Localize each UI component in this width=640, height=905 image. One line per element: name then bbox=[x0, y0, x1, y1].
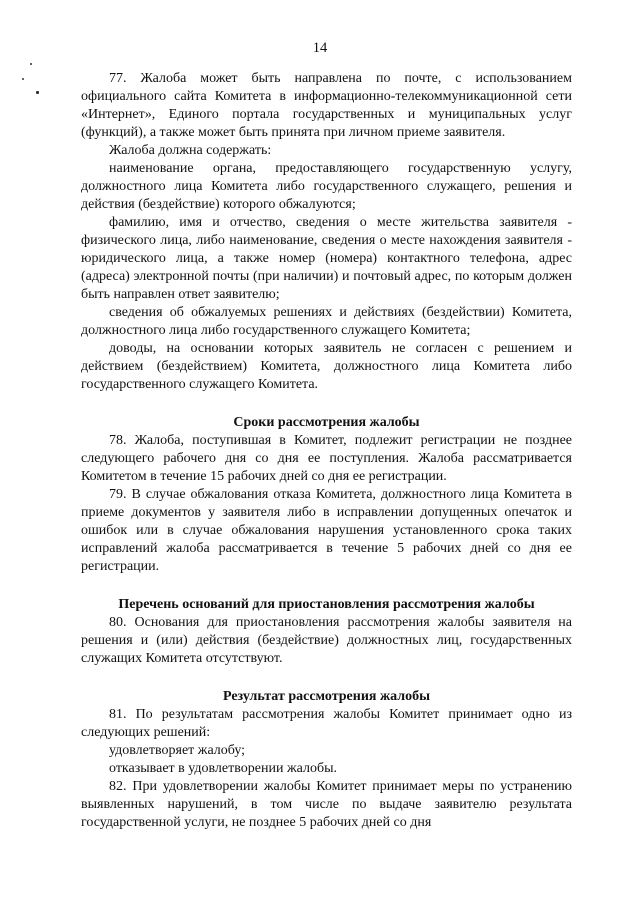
paragraph: 79. В случае обжалования отказа Комитета, должностного лица Комитета в приеме документов у заявителя либо в исправлении допущенных опечаток и ошибок или в случае обжалования нарушения установленного срока таких исправлений жалоба рассматривается в течение 5 рабочих дней со дня ее регистрации. bbox=[81, 487, 572, 574]
paragraph: отказывает в удовлетворении жалобы. bbox=[109, 761, 337, 776]
section-heading: Сроки рассмотрения жалобы bbox=[233, 415, 420, 430]
scan-mark bbox=[36, 91, 39, 94]
paragraph: 78. Жалоба, поступившая в Комитет, подлежит регистрации не позднее следующего рабочего дня со дня ее поступления. Жалоба рассматривается Комитетом в течение 15 рабочих дней со дня ее регистрации. bbox=[81, 433, 572, 484]
paragraph: 81. По результатам рассмотрения жалобы Комитет принимает одно из следующих решений: bbox=[81, 707, 572, 740]
paragraph: 82. При удовлетворении жалобы Комитет принимает меры по устранению выявленных нарушений, в том числе по выдаче заявителю результата государственной услуги, не позднее 5 рабочих дней со дня bbox=[81, 779, 572, 830]
document-body bbox=[81, 70, 572, 832]
scan-mark bbox=[22, 78, 24, 80]
scan-mark bbox=[30, 63, 32, 65]
section-suspension-grounds bbox=[81, 596, 572, 668]
section-heading: Результат рассмотрения жалобы bbox=[222, 689, 431, 704]
section-complaint-submission bbox=[81, 70, 572, 394]
section-review-result bbox=[81, 688, 572, 832]
paragraph: удовлетворяет жалобу; bbox=[109, 743, 246, 758]
paragraph: 80. Основания для приостановления рассмотрения жалобы заявителя на решения и (или) действия (бездействие) должностных лиц, государственных служащих Комитета отсутствуют. bbox=[81, 615, 572, 666]
paragraph: Жалоба должна содержать: bbox=[109, 143, 272, 158]
section-heading: Перечень оснований для приостановления рассмотрения жалобы bbox=[118, 597, 535, 612]
page-number: 14 bbox=[312, 40, 328, 56]
paragraph: 77. Жалоба может быть направлена по почте, с использованием официального сайта Комитета в информационно-телекоммуникационной сети «Интернет», Единого портала государственных и муниципальных услуг (функций), а также может быть принята при личном приеме заявителя. bbox=[81, 71, 572, 140]
paragraph: доводы, на основании которых заявитель не согласен с решением и действием (бездействием) Комитета, должностного лица Комитета либо государственного служащего Комитета. bbox=[81, 341, 572, 392]
paragraph: наименование органа, предоставляющего государственную услугу, должностного лица Комитета либо государственного служащего, решения и действия (бездействие) которого обжалуются; bbox=[81, 161, 572, 212]
paragraph: фамилию, имя и отчество, сведения о месте жительства заявителя - физического лица, либо наименование, сведения о месте нахождения заявителя - юридического лица, а также номер (номера) контактного телефона, адрес (адреса) электронной почты (при наличии) и почтовый адрес, по которым должен быть направлен ответ заявителю; bbox=[81, 215, 572, 302]
section-review-terms bbox=[81, 414, 572, 576]
paragraph: сведения об обжалуемых решениях и действиях (бездействии) Комитета, должностного лица либо государственного служащего Комитета; bbox=[81, 305, 572, 338]
